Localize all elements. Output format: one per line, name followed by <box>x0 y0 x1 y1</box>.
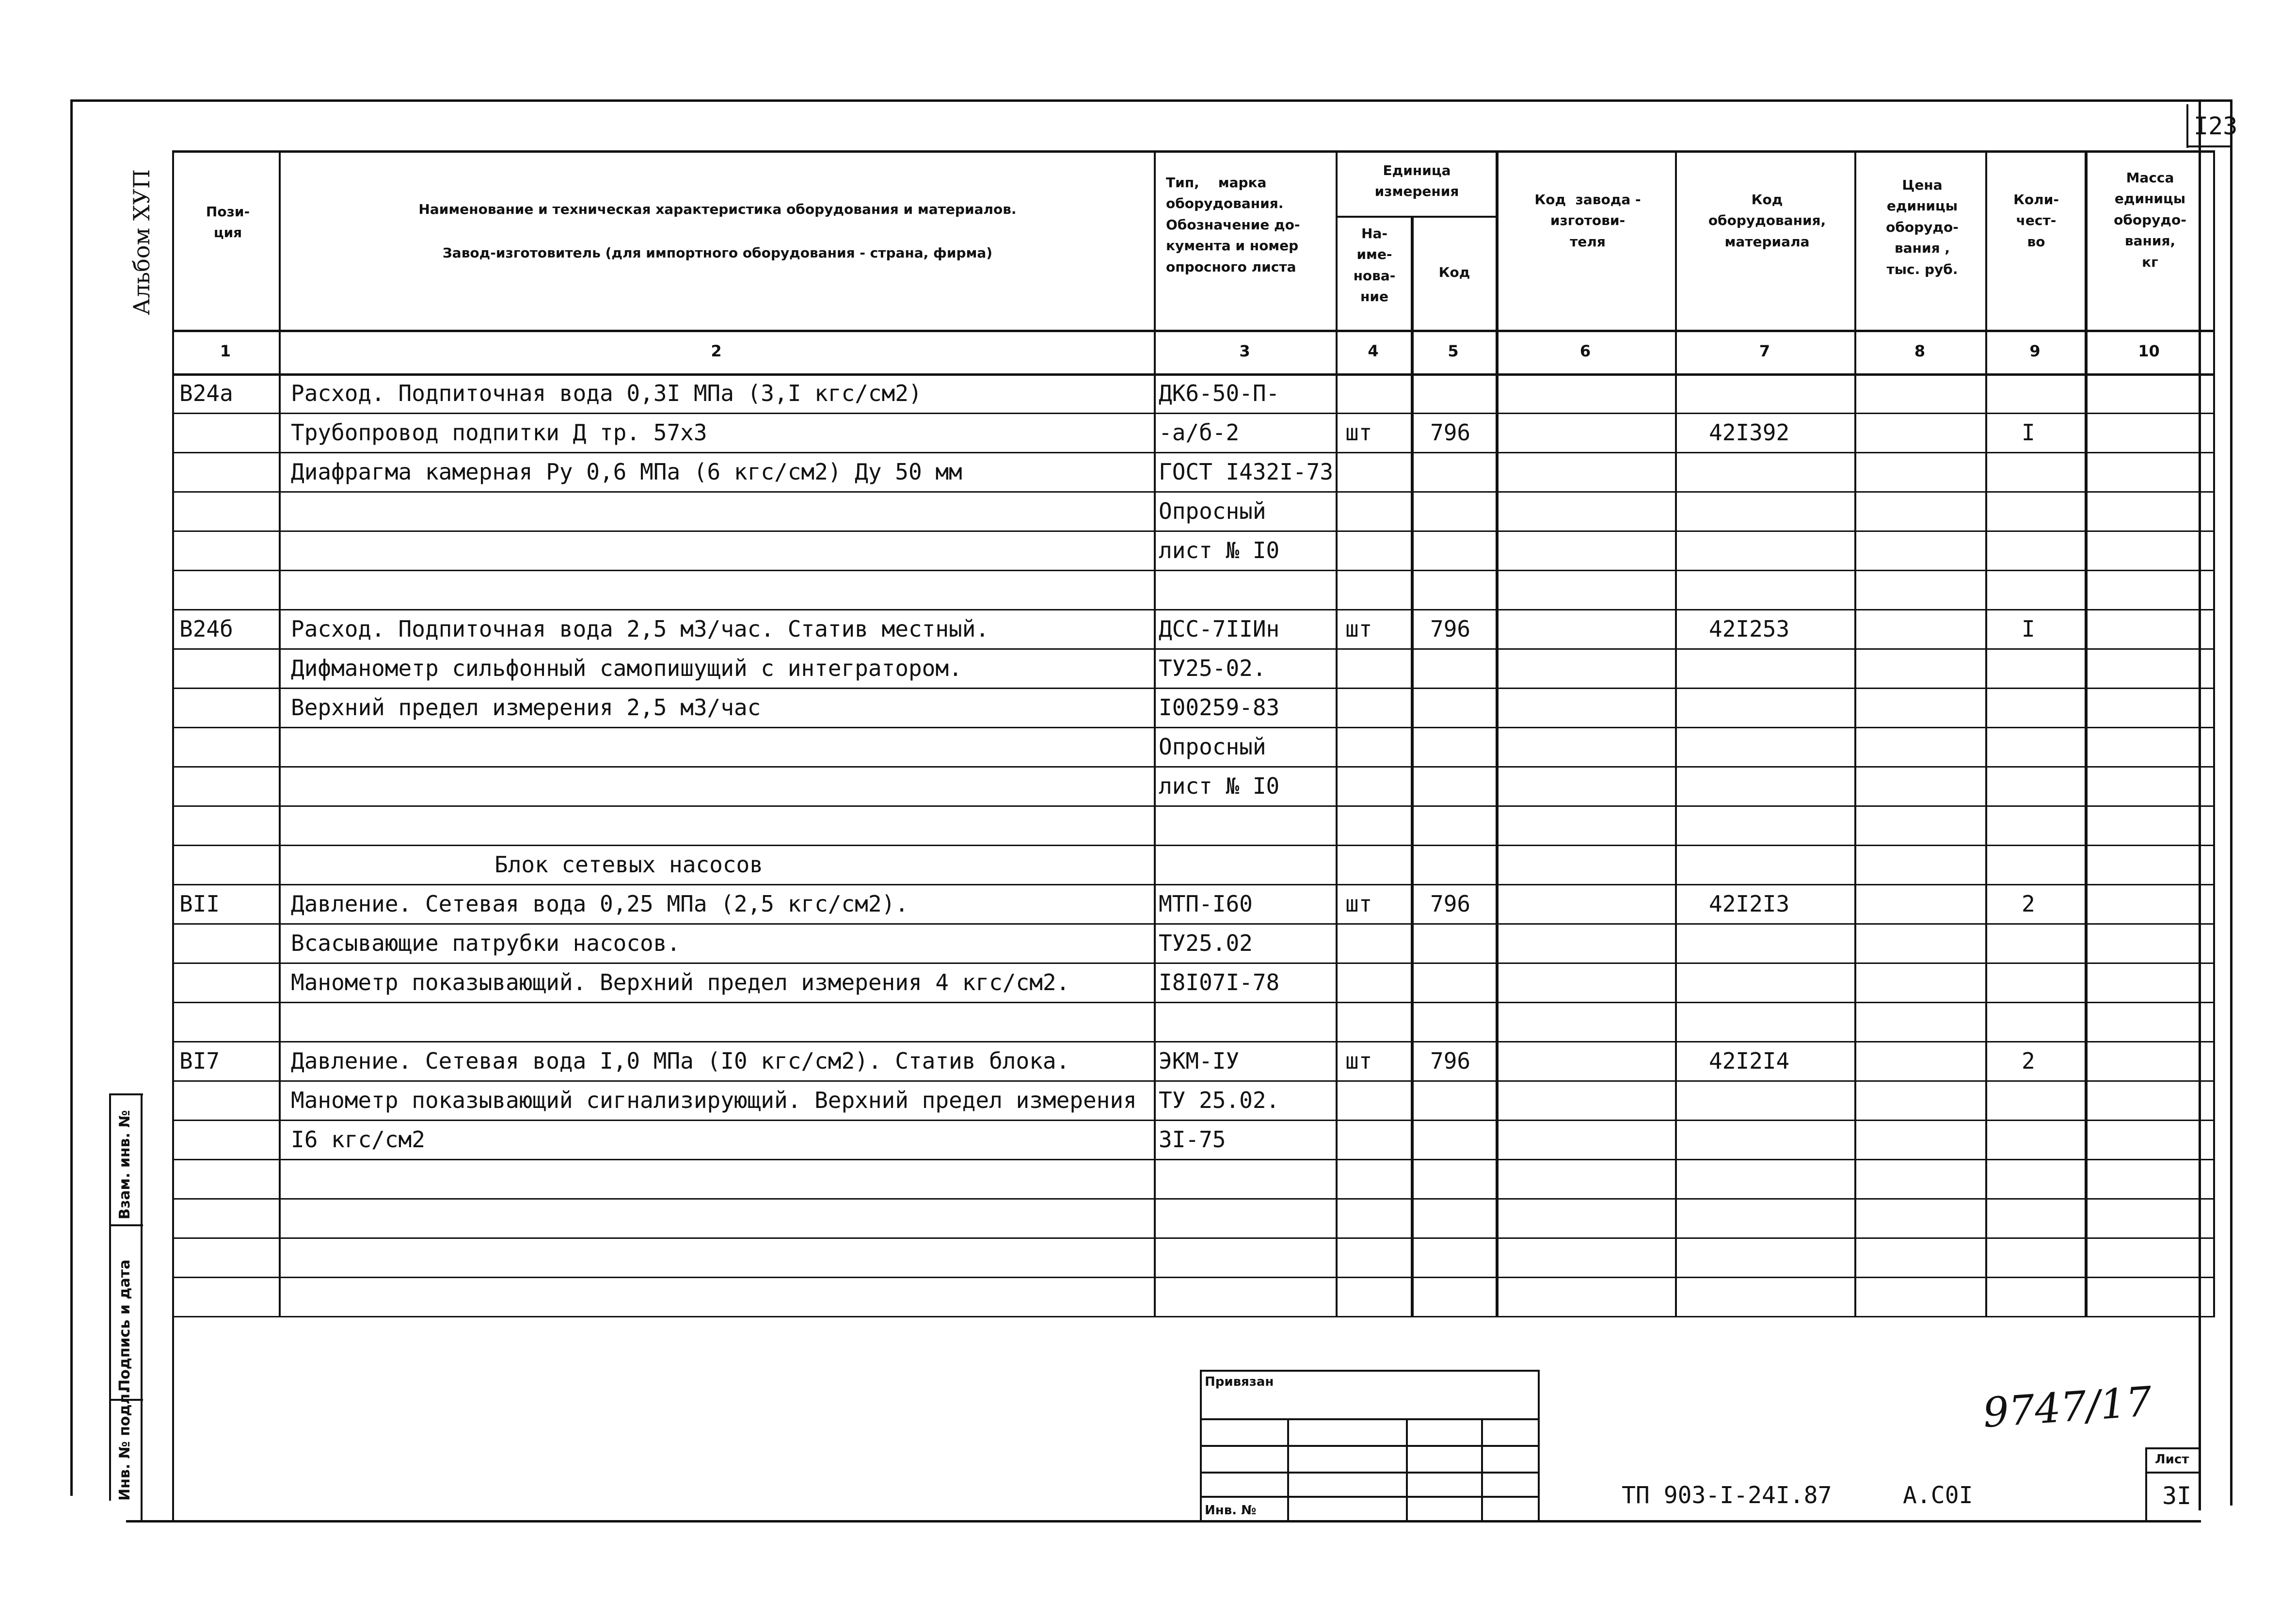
row-name: Блок сетевых насосов <box>494 851 763 878</box>
row-unit: шт <box>1345 616 1372 642</box>
row-type: ЭКМ-IУ <box>1159 1048 1240 1074</box>
row-divider <box>172 491 2213 493</box>
sheet-number: 3I <box>2162 1482 2192 1510</box>
side-label-inv-podl: Инв. № подл. <box>116 1388 133 1501</box>
column-divider <box>1985 150 1987 1317</box>
row-divider <box>172 1277 2213 1278</box>
row-divider <box>172 884 2213 885</box>
column-number: 3 <box>1239 342 1250 360</box>
row-unit: шт <box>1345 419 1372 446</box>
row-quantity: I <box>2022 419 2035 446</box>
row-divider <box>172 727 2213 728</box>
row-divider <box>172 413 2213 414</box>
column-divider <box>1496 150 1499 1317</box>
row-type: I8I07I-78 <box>1159 969 1280 995</box>
unit-subheader-line <box>1336 216 1496 218</box>
row-position: В24а <box>179 380 233 406</box>
row-unit: шт <box>1345 891 1372 917</box>
row-divider <box>172 452 2213 453</box>
row-name: Расход. Подпиточная вода 2,5 м3/час. Статив местный. <box>291 616 989 642</box>
header-name-line2: Завод-изготовитель (для импортного оборудования - страна, фирма) <box>442 245 993 261</box>
row-unit-code: 796 <box>1430 419 1471 446</box>
row-unit-code: 796 <box>1430 891 1471 917</box>
row-type: -а/б-2 <box>1159 419 1240 446</box>
frame-bottom <box>126 1520 2201 1523</box>
colnum-bottom-border <box>172 373 2213 376</box>
frame-top <box>70 99 2232 102</box>
frame-left <box>70 99 73 1496</box>
row-type: ГОСТ I432I-73 <box>1159 459 1334 485</box>
frame-right <box>2230 99 2232 1506</box>
row-name: Манометр показывающий сигнализирующий. Верхний предел измерения <box>291 1087 1137 1113</box>
row-divider <box>172 845 2213 846</box>
column-divider <box>172 150 174 1317</box>
row-equipment-code: 42I253 <box>1709 616 1790 642</box>
column-number: 4 <box>1368 342 1379 360</box>
row-divider <box>172 1120 2213 1121</box>
inv-label: Инв. № <box>1205 1503 1257 1518</box>
column-divider <box>1154 150 1156 1317</box>
page-number-box <box>2186 145 2232 147</box>
column-divider <box>1336 150 1338 1317</box>
row-name: Верхний предел измерения 2,5 м3/час <box>291 694 761 721</box>
row-divider <box>172 923 2213 925</box>
row-name: Диафрагма камерная Ру 0,6 МПа (6 кгс/см2) Ду 50 мм <box>291 459 962 485</box>
column-divider <box>1854 150 1856 1317</box>
column-divider <box>1411 216 1414 1317</box>
row-divider <box>172 688 2213 689</box>
column-number: 8 <box>1914 342 1926 360</box>
table-top-border <box>172 150 2213 153</box>
side-label-podpis: Подпись и дата <box>116 1259 133 1392</box>
row-type: Опросный <box>1159 734 1266 760</box>
row-name: Трубопровод подпитки Д тр. 57х3 <box>291 419 707 446</box>
row-divider <box>172 1237 2213 1239</box>
row-type: лист № I0 <box>1159 773 1280 799</box>
header-pos: Пози- ция <box>206 204 250 241</box>
row-type: ТУ25.02 <box>1159 930 1253 956</box>
row-quantity: 2 <box>2022 891 2035 917</box>
row-divider <box>172 1041 2213 1042</box>
column-divider <box>2213 150 2215 1317</box>
page-number: I23 <box>2194 112 2238 140</box>
column-number: 5 <box>1448 342 1459 360</box>
side-label-vzam: Взам. инв. № <box>116 1110 133 1219</box>
left-border-extension <box>172 1316 174 1520</box>
header-name-line1: Наименование и техническая характеристика оборудования и материалов. <box>418 201 1017 217</box>
row-name: Дифманометр сильфонный самопишущий с интегратором. <box>291 655 962 681</box>
row-divider <box>172 805 2213 807</box>
header-plant-code: Код завода - изготови- теля <box>1534 192 1641 250</box>
row-divider <box>172 530 2213 532</box>
row-name: I6 кгс/см2 <box>291 1126 425 1153</box>
row-divider <box>172 766 2213 768</box>
frame-right-inner <box>2199 99 2201 1510</box>
column-number: 1 <box>220 342 231 360</box>
column-number: 6 <box>1579 342 1591 360</box>
row-type: ТУ 25.02. <box>1159 1087 1280 1113</box>
row-name: Всасывающие патрубки насосов. <box>291 930 681 956</box>
row-type: ДСС-7IIИн <box>1159 616 1280 642</box>
header-unit-name: На- име- нова- ние <box>1353 225 1396 305</box>
header-unit: Единица измерения <box>1374 162 1459 200</box>
row-name: Манометр показывающий. Верхний предел измерения 4 кгс/см2. <box>291 969 1070 995</box>
row-position: ВI7 <box>179 1048 220 1074</box>
column-number: 2 <box>711 342 722 360</box>
column-divider <box>279 150 281 1317</box>
row-type: ТУ25-02. <box>1159 655 1266 681</box>
row-quantity: 2 <box>2022 1048 2035 1074</box>
column-number: 7 <box>1759 342 1770 360</box>
row-equipment-code: 42I2I3 <box>1709 891 1790 917</box>
handwritten-number: 9747/17 <box>1981 1377 2153 1437</box>
row-unit-code: 796 <box>1430 1048 1471 1074</box>
album-label: Альбом ХУП <box>128 169 155 315</box>
row-divider <box>172 1316 2213 1317</box>
row-name: Расход. Подпиточная вода 0,3I МПа (3,I кгс/см2) <box>291 380 922 406</box>
row-divider <box>172 1198 2213 1200</box>
header-bottom-border <box>172 330 2213 332</box>
row-unit-code: 796 <box>1430 616 1471 642</box>
doc-code: ТП 903-I-24I.87 <box>1622 1482 1832 1509</box>
header-price: Цена единицы оборудо- вания , тыс. руб. <box>1886 177 1959 277</box>
row-divider <box>172 609 2213 610</box>
header-type: Тип, марка оборудования. Обозначение до- кумента и номер опросного листа <box>1166 175 1300 275</box>
row-divider <box>172 570 2213 571</box>
header-mass: Масса единицы оборудо- вания, кг <box>2114 170 2186 270</box>
row-type: 3I-75 <box>1159 1126 1226 1153</box>
row-equipment-code: 42I2I4 <box>1709 1048 1790 1074</box>
sheet-label: Лист <box>2155 1452 2189 1467</box>
row-divider <box>172 1002 2213 1003</box>
row-position: ВII <box>179 891 220 917</box>
row-divider <box>172 962 2213 964</box>
row-quantity: I <box>2022 616 2035 642</box>
row-equipment-code: 42I392 <box>1709 419 1790 446</box>
column-number: 9 <box>2029 342 2041 360</box>
row-type: МТП-I60 <box>1159 891 1253 917</box>
row-name: Давление. Сетевая вода I,0 МПа (I0 кгс/см2). Статив блока. <box>291 1048 1070 1074</box>
row-divider <box>172 648 2213 650</box>
row-type: ДК6-50-П- <box>1159 380 1280 406</box>
row-divider <box>172 1080 2213 1082</box>
row-type: I00259-83 <box>1159 694 1280 721</box>
column-number: 10 <box>2138 342 2160 360</box>
header-qty: Коли- чест- во <box>2013 192 2059 250</box>
row-unit: шт <box>1345 1048 1372 1074</box>
header-equip-code: Код оборудования, материала <box>1708 192 1826 250</box>
column-divider <box>1675 150 1677 1317</box>
row-position: В24б <box>179 616 233 642</box>
privyazan-label: Привязан <box>1205 1375 1274 1389</box>
row-name: Давление. Сетевая вода 0,25 МПа (2,5 кгс/см2). <box>291 891 909 917</box>
album-code: А.С0I <box>1903 1482 1973 1509</box>
column-divider <box>2085 150 2088 1317</box>
header-unit-code: Код <box>1438 264 1470 280</box>
row-type: Опросный <box>1159 498 1266 524</box>
row-type: лист № I0 <box>1159 537 1280 563</box>
row-divider <box>172 1159 2213 1160</box>
